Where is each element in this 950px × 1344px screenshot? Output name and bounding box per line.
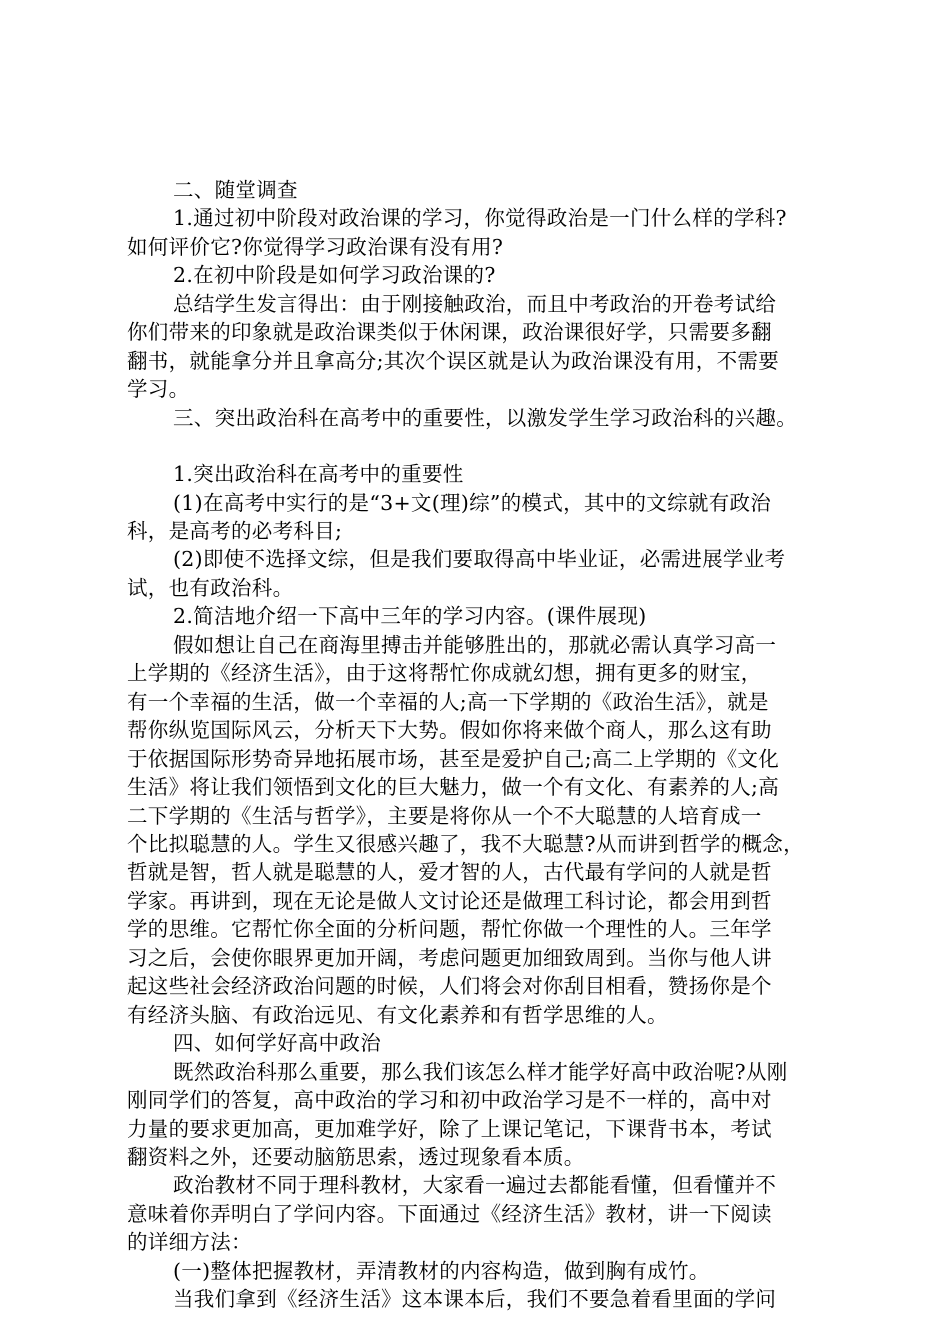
text-line: 1.突出政治科在高考中的重要性 [173,462,464,487]
text-line: 1.通过初中阶段对政治课的学习，你觉得政治是一门什么样的学科? [173,206,787,231]
text-line: 试，也有政治科。 [127,575,294,600]
text-line: 学习。 [127,377,190,402]
text-line: 假如想让自己在商海里搏击并能够胜出的，那就必需认真学习高一 [173,632,777,657]
text-line: 帮你纵览国际风云，分析天下大势。假如你将来做个商人，那么这有助 [127,718,772,743]
text-line: 起这些社会经济政治问题的时候，人们将会对你刮目相看，赞扬你是个 [127,974,772,999]
text-line: 学的思维。它帮忙你全面的分析问题，帮忙你做一个理性的人。三年学 [127,917,772,942]
text-line: 政治教材不同于理科教材，大家看一遍过去都能看懂，但看懂并不 [173,1173,777,1198]
text-line: 2.在初中阶段是如何学习政治课的? [173,263,496,288]
text-line: 意味着你弄明白了学问内容。下面通过《经济生活》教材，讲一下阅读 [127,1201,772,1226]
text-line: 翻资料之外，还要动脑筋思索，透过现象看本质。 [127,1144,585,1169]
text-line: (1)在高考中实行的是“3+文(理)综”的模式，其中的文综就有政治 [173,490,772,515]
text-line: 如何评价它?你觉得学习政治课有没有用? [127,234,504,259]
text-line: 有一个幸福的生活，做一个幸福的人;高一下学期的《政治生活》，就是 [127,689,769,714]
text-line: (2)即使不选择文综，但是我们要取得高中毕业证，必需进展学业考 [173,547,786,572]
text-line: 于依据国际形势奇异地拓展市场，甚至是爱护自己;高二上学期的《文化 [127,746,780,771]
text-line: 2.简洁地介绍一下高中三年的学习内容。(课件展现) [173,604,647,629]
text-line: 既然政治科那么重要，那么我们该怎么样才能学好高中政治呢?从刚 [173,1059,788,1084]
text-line: 翻书，就能拿分并且拿高分;其次个误区就是认为政治课没有用，不需要 [127,348,780,373]
text-line: 习之后，会使你眼界更加开阔，考虑问题更加细致周到。当你与他人讲 [127,945,772,970]
text-line: 当我们拿到《经济生活》这本课本后，我们不要急着看里面的学问 [173,1287,777,1312]
text-line: 学家。再讲到，现在无论是做人文讨论还是做理工科讨论，都会用到哲 [127,888,772,913]
text-line: 科，是高考的必考科目; [127,518,343,543]
text-line: 哲就是智，哲人就是聪慧的人，爱才智的人，古代最有学问的人就是哲 [127,860,772,885]
text-line: 生活》将让我们领悟到文化的巨大魅力，做一个有文化、有素养的人;高 [127,775,780,800]
text-line: 上学期的《经济生活》，由于这将帮忙你成就幻想，拥有更多的财宝， [127,661,762,686]
text-line: 二下学期的《生活与哲学》，主要是将你从一个不大聪慧的人培育成一 [127,803,762,828]
text-line: 三、突出政治科在高考中的重要性，以激发学生学习政治科的兴趣。 [173,405,797,430]
text-line: 的详细方法： [127,1230,252,1255]
text-line: 个比拟聪慧的人。学生又很感兴趣了，我不大聪慧?从而讲到哲学的概念， [127,831,804,856]
text-line: (一)整体把握教材，弄清教材的内容构造，做到胸有成竹。 [173,1258,710,1283]
text-line: 力量的要求更加高，更加难学好，除了上课记笔记，下课背书本，考试 [127,1116,772,1141]
text-line: 四、如何学好高中政治 [173,1031,381,1056]
text-line: 你们带来的印象就是政治课类似于休闲课，政治课很好学，只需要多翻 [127,320,772,345]
text-line: 总结学生发言得出：由于刚接触政治，而且中考政治的开卷考试给 [173,291,777,316]
text-line: 有经济头脑、有政治远见、有文化素养和有哲学思维的人。 [127,1002,668,1027]
paragraph-gap [127,432,839,460]
text-line: 二、随堂调查 [173,178,298,202]
text-line: 刚同学们的答复，高中政治的学习和初中政治学习是不一样的，高中对 [127,1088,772,1113]
document-body [127,176,839,1314]
